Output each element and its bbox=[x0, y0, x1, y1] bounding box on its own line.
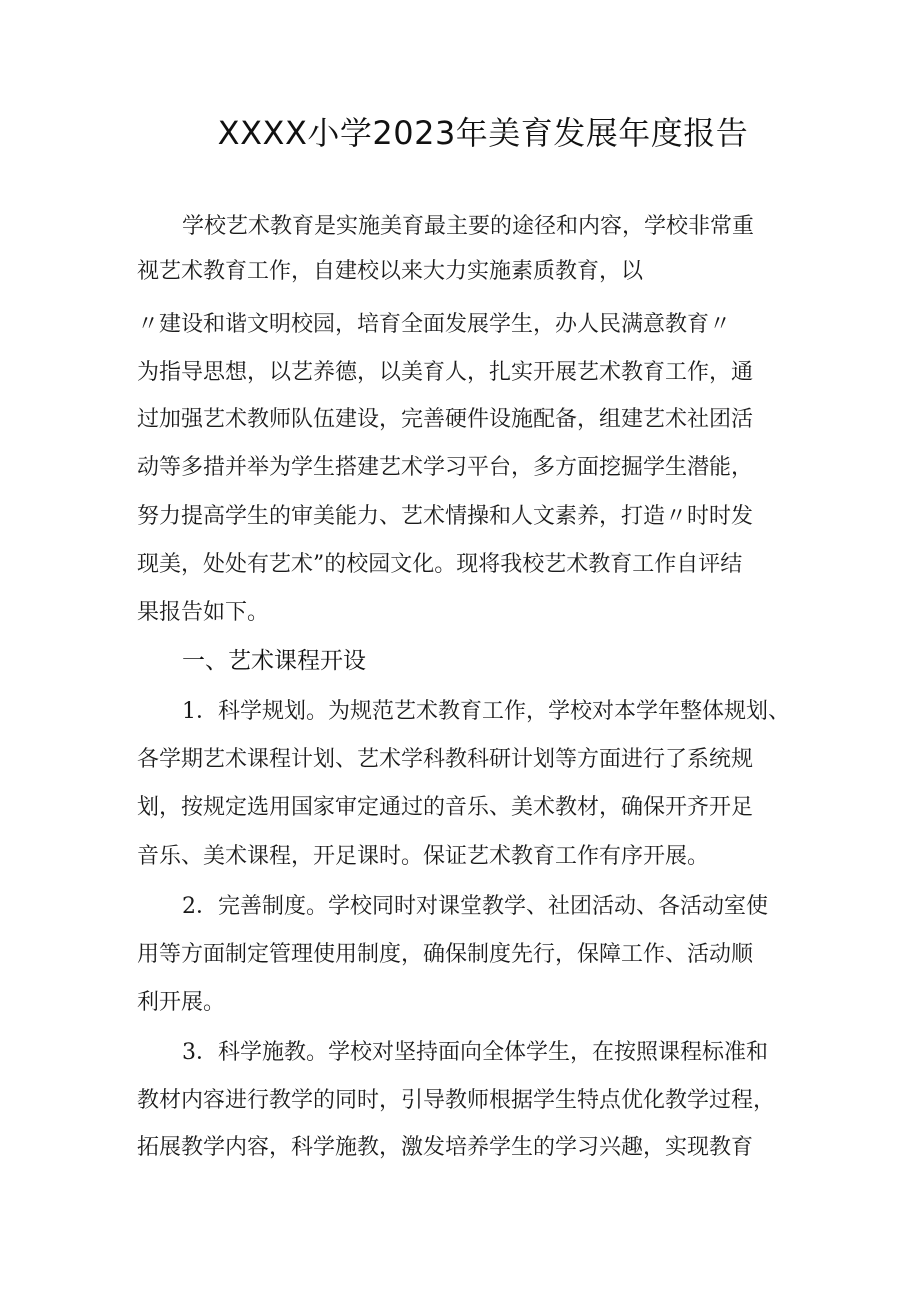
intro-line-5: 过加强艺术教师队伍建设，完善硬件设施配备，组建艺术社团活 bbox=[137, 407, 754, 432]
intro-line-7: 努力提高学生的审美能力、艺术情操和人文素养，打造〃时时发 bbox=[137, 504, 754, 529]
intro-line-4: 为指导思想，以艺养德，以美育人，扎实开展艺术教育工作，通 bbox=[137, 360, 754, 385]
item3-line-3: 拓展教学内容，科学施教，激发培养学生的学习兴趣，实现教育 bbox=[137, 1135, 754, 1160]
item2-line-2: 用等方面制定管理使用制度，确保制度先行，保障工作、活动顺 bbox=[137, 942, 754, 967]
intro-line-8: 现美，处处有艺术”的校园文化。现将我校艺术教育工作自评结 bbox=[137, 552, 743, 577]
item1-line-4: 音乐、美术课程，开足课时。保证艺术教育工作有序开展。 bbox=[137, 844, 710, 869]
intro-line-2: 视艺术教育工作，自建校以来大力实施素质教育，以 bbox=[137, 259, 644, 284]
intro-line-9: 果报告如下。 bbox=[137, 600, 270, 625]
intro-line-1: 学校艺术教育是实施美育最主要的途径和内容，学校非常重 bbox=[182, 214, 755, 239]
item3-line-1: 3．科学施教。学校对坚持面向全体学生，在按照课程标准和 bbox=[182, 1040, 768, 1065]
item1-line-2: 各学期艺术课程计划、艺术学科教科研计划等方面进行了系统规 bbox=[137, 747, 754, 772]
intro-line-6: 动等多措并举为学生搭建艺术学习平台，多方面挖掘学生潜能， bbox=[137, 455, 754, 480]
section-heading: 一、艺术课程开设 bbox=[182, 648, 366, 674]
document-title: XXXX小学2023年美育发展年度报告 bbox=[217, 114, 749, 152]
item2-line-1: 2．完善制度。学校同时对课堂教学、社团活动、各活动室使 bbox=[182, 894, 768, 919]
item3-line-2: 教材内容进行教学的同时，引导教师根据学生特点优化教学过程， bbox=[137, 1088, 776, 1113]
item1-line-1: 1．科学规划。为规范艺术教育工作，学校对本学年整体规划、 bbox=[182, 699, 790, 724]
item2-line-3: 利开展。 bbox=[137, 990, 226, 1015]
item1-line-3: 划，按规定选用国家审定通过的音乐、美术教材，确保开齐开足 bbox=[137, 795, 754, 820]
intro-line-3: 〃建设和谐文明校园，培育全面发展学生，办人民满意教育〃 bbox=[137, 312, 732, 337]
